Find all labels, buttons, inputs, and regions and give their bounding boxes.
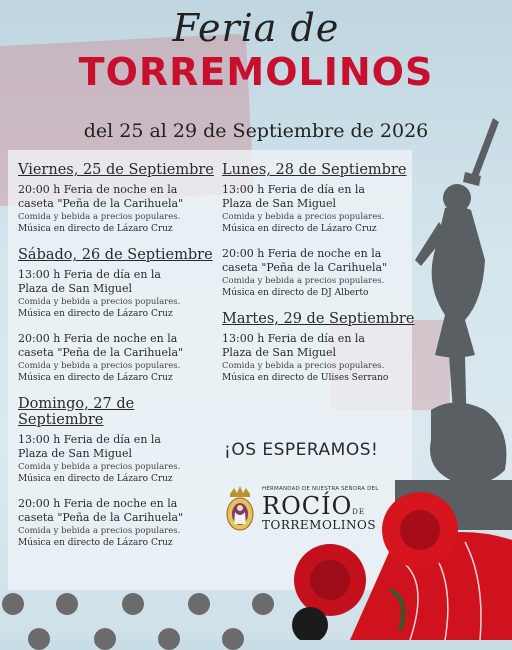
event-time-line: 13:00 h Feria de día en la [18,433,161,446]
event-music-note: Música en directo de Ulises Serrano [222,373,389,383]
event-food-note: Comida y bebida a precios populares. [18,361,181,371]
logo-suffix: DE [352,508,365,516]
event-time-line: 20:00 h Feria de noche en la [18,497,178,510]
schedule-event [18,497,218,549]
day-heading: Viernes, 25 de Septiembre [18,162,214,178]
event-location-line: caseta "Peña de la Carihuela" [222,261,388,274]
event-location-line: Plaza de San Miguel [222,346,336,359]
schedule-event [18,433,218,485]
event-food-note: Comida y bebida a precios populares. [18,526,181,536]
script-title: Feria de [172,6,340,50]
event-time-line: 13:00 h Feria de día en la [222,183,365,196]
event-time-line: 20:00 h Feria de noche en la [222,247,382,260]
event-food-note: Comida y bebida a precios populares. [222,212,385,222]
day-heading: Martes, 29 de Septiembre [222,311,415,327]
schedule-event [222,247,422,299]
closing-message: ¡OS ESPERAMOS! [224,440,379,460]
schedule-left-column [18,162,218,561]
event-food-note: Comida y bebida a precios populares. [18,212,181,222]
logo-name-text: ROCÍO [262,492,353,520]
event-location-line: Plaza de San Miguel [222,197,336,210]
event-location-line: caseta "Peña de la Carihuela" [18,511,184,524]
event-food-note: Comida y bebida a precios populares. [222,276,385,286]
polka-dot [222,628,244,650]
schedule-event [222,332,422,384]
schedule-event [222,183,422,235]
polka-dot [2,593,24,615]
event-location-line: Plaza de San Miguel [18,282,132,295]
event-music-note: Música en directo de Lázaro Cruz [18,538,173,548]
polka-dot [56,593,78,615]
logo-header-text: HERMANDAD DE NUESTRA SEÑORA DEL [262,486,379,492]
event-music-note: Música en directo de Lázaro Cruz [18,224,173,234]
event-time-line: 13:00 h Feria de día en la [18,268,161,281]
polka-dot [188,593,210,615]
day-heading: Domingo, 27 de Septiembre [18,396,135,428]
schedule-event [18,332,218,384]
logo-place: TORREMOLINOS [262,518,377,532]
event-location-line: caseta "Peña de la Carihuela" [18,346,184,359]
event-food-note: Comida y bebida a precios populares. [222,361,385,371]
festival-dates: del 25 al 29 de Septiembre de 2026 [83,120,429,142]
event-location-line: Plaza de San Miguel [18,447,132,460]
main-title: TORREMOLINOS [78,50,434,94]
polka-dot [28,628,50,650]
event-time-line: 20:00 h Feria de noche en la [18,183,178,196]
carnation-flowers-and-fan [270,480,512,640]
polka-dot [252,593,274,615]
day-heading: Lunes, 28 de Septiembre [222,162,407,178]
schedule-right-column [222,162,422,396]
event-food-note: Comida y bebida a precios populares. [18,297,181,307]
polka-dot [122,593,144,615]
schedule-event [18,268,218,320]
event-time-line: 20:00 h Feria de noche en la [18,332,178,345]
polka-dot [158,628,180,650]
polka-dot [94,628,116,650]
polka-dot-border [0,590,300,640]
crown-emblem-icon [222,484,258,532]
event-location-line: caseta "Peña de la Carihuela" [18,197,184,210]
event-time-line: 13:00 h Feria de día en la [222,332,365,345]
event-music-note: Música en directo de Lázaro Cruz [18,309,173,319]
event-music-note: Música en directo de Lázaro Cruz [18,373,173,383]
event-food-note: Comida y bebida a precios populares. [18,462,181,472]
schedule-event [18,183,218,235]
statue-silhouette-icon [395,110,512,530]
event-music-note: Música en directo de Lázaro Cruz [18,474,173,484]
day-heading: Sábado, 26 de Septiembre [18,247,213,263]
event-music-note: Música en directo de DJ Alberto [222,288,369,298]
event-music-note: Música en directo de Lázaro Cruz [222,224,377,234]
